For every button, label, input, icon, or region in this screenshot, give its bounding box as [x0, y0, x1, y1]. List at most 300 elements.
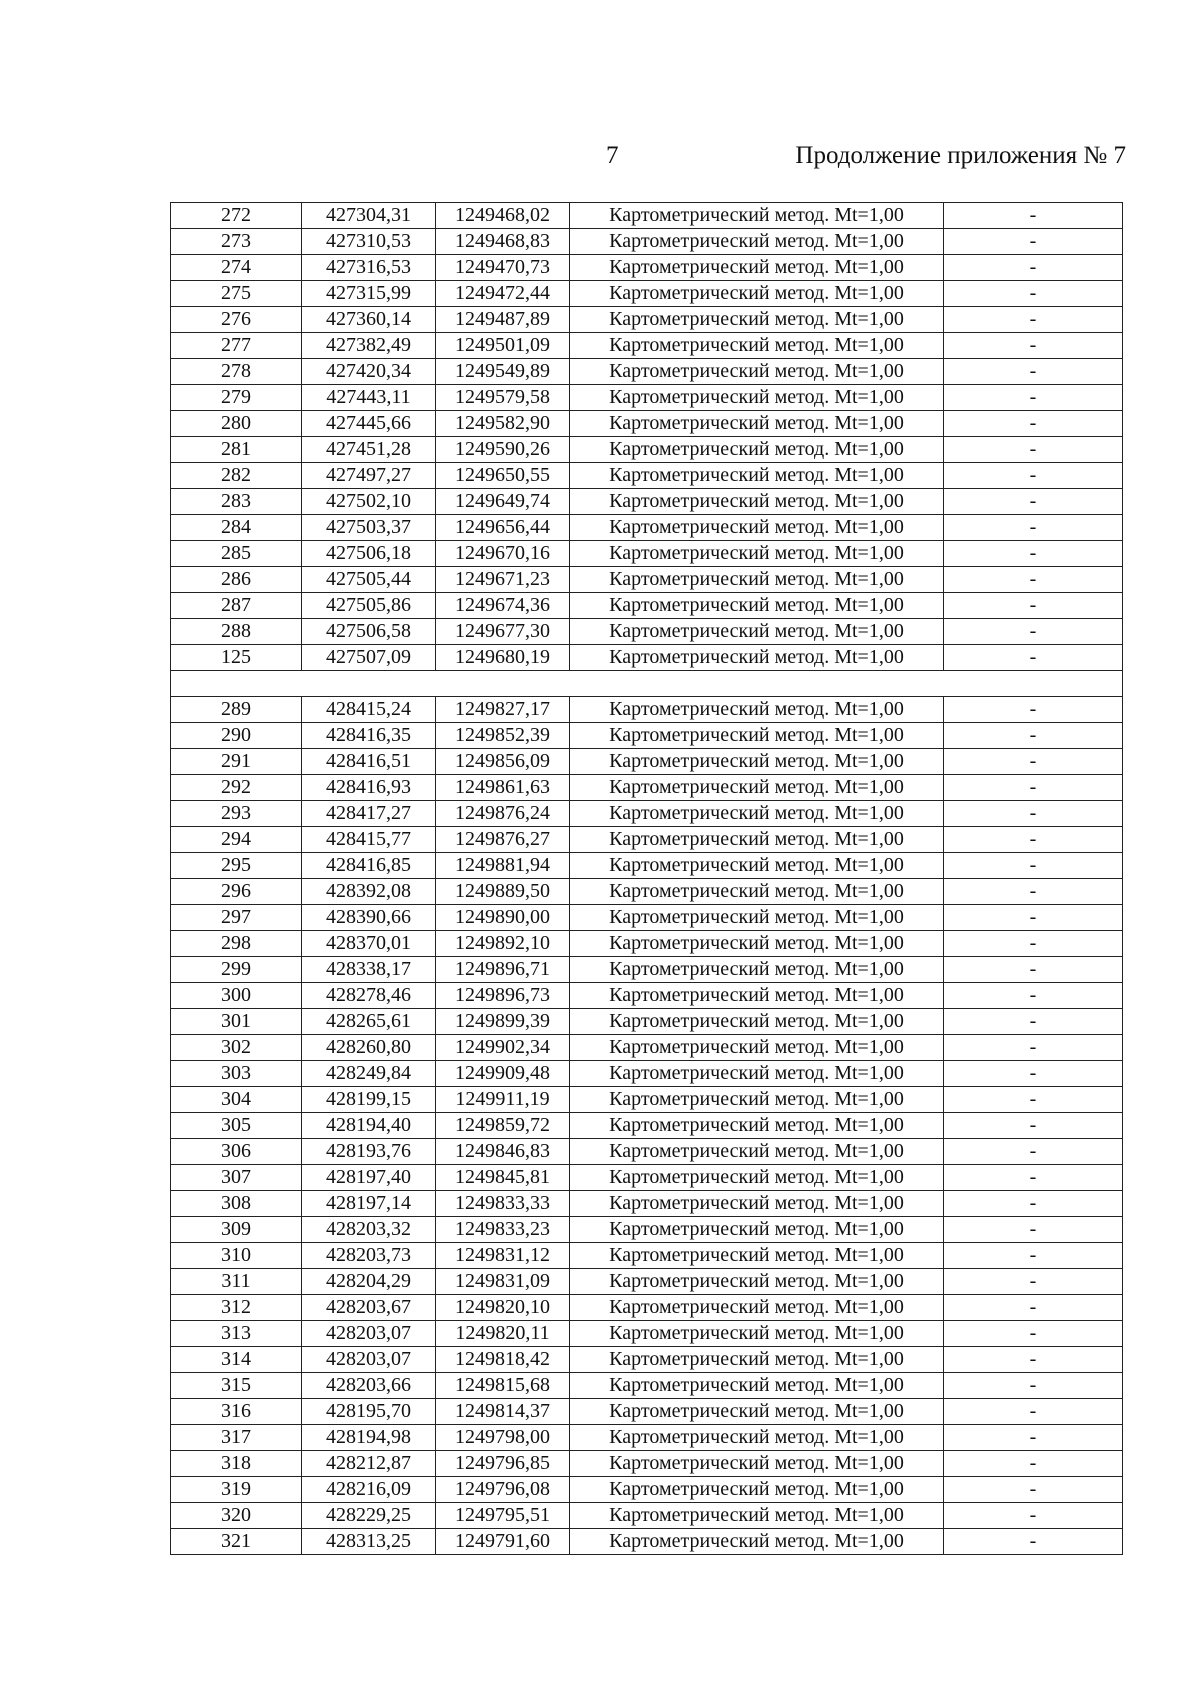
accuracy-cell: - — [944, 749, 1123, 775]
point-number-cell: 304 — [171, 1087, 302, 1113]
y-coordinate-cell: 1249671,23 — [436, 567, 570, 593]
method-cell: Картометрический метод. Mt=1,00 — [570, 905, 944, 931]
y-coordinate-cell: 1249876,24 — [436, 801, 570, 827]
y-coordinate-cell: 1249833,33 — [436, 1191, 570, 1217]
section-separator-cell — [171, 671, 1123, 697]
accuracy-cell: - — [944, 1113, 1123, 1139]
table-row — [171, 1295, 1123, 1321]
table-row — [171, 1061, 1123, 1087]
table-row — [171, 333, 1123, 359]
method-cell: Картометрический метод. Mt=1,00 — [570, 333, 944, 359]
table-row — [171, 1529, 1123, 1555]
x-coordinate-cell: 427502,10 — [302, 489, 436, 515]
method-cell: Картометрический метод. Mt=1,00 — [570, 385, 944, 411]
method-cell: Картометрический метод. Mt=1,00 — [570, 593, 944, 619]
method-cell: Картометрический метод. Mt=1,00 — [570, 437, 944, 463]
method-cell: Картометрический метод. Mt=1,00 — [570, 1139, 944, 1165]
point-number-cell: 275 — [171, 281, 302, 307]
y-coordinate-cell: 1249795,51 — [436, 1503, 570, 1529]
accuracy-cell: - — [944, 801, 1123, 827]
x-coordinate-cell: 427443,11 — [302, 385, 436, 411]
method-cell: Картометрический метод. Mt=1,00 — [570, 1321, 944, 1347]
point-number-cell: 302 — [171, 1035, 302, 1061]
y-coordinate-cell: 1249677,30 — [436, 619, 570, 645]
x-coordinate-cell: 427507,09 — [302, 645, 436, 671]
method-cell: Картометрический метод. Mt=1,00 — [570, 1451, 944, 1477]
accuracy-cell: - — [944, 541, 1123, 567]
method-cell: Картометрический метод. Mt=1,00 — [570, 463, 944, 489]
accuracy-cell: - — [944, 1529, 1123, 1555]
accuracy-cell: - — [944, 1503, 1123, 1529]
table-row — [171, 1321, 1123, 1347]
point-number-cell: 314 — [171, 1347, 302, 1373]
method-cell: Картометрический метод. Mt=1,00 — [570, 1295, 944, 1321]
x-coordinate-cell: 428265,61 — [302, 1009, 436, 1035]
y-coordinate-cell: 1249796,08 — [436, 1477, 570, 1503]
method-cell: Картометрический метод. Mt=1,00 — [570, 801, 944, 827]
x-coordinate-cell: 428390,66 — [302, 905, 436, 931]
table-row — [171, 853, 1123, 879]
x-coordinate-cell: 427304,31 — [302, 203, 436, 229]
accuracy-cell: - — [944, 905, 1123, 931]
method-cell: Картометрический метод. Mt=1,00 — [570, 1477, 944, 1503]
x-coordinate-cell: 428416,35 — [302, 723, 436, 749]
method-cell: Картометрический метод. Mt=1,00 — [570, 983, 944, 1009]
accuracy-cell: - — [944, 1399, 1123, 1425]
point-number-cell: 272 — [171, 203, 302, 229]
table-row — [171, 489, 1123, 515]
table-row — [171, 801, 1123, 827]
x-coordinate-cell: 427506,18 — [302, 541, 436, 567]
x-coordinate-cell: 428199,15 — [302, 1087, 436, 1113]
method-cell: Картометрический метод. Mt=1,00 — [570, 1425, 944, 1451]
accuracy-cell: - — [944, 1321, 1123, 1347]
point-number-cell: 300 — [171, 983, 302, 1009]
y-coordinate-cell: 1249590,26 — [436, 437, 570, 463]
method-cell: Картометрический метод. Mt=1,00 — [570, 723, 944, 749]
point-number-cell: 284 — [171, 515, 302, 541]
point-number-cell: 293 — [171, 801, 302, 827]
x-coordinate-cell: 428203,66 — [302, 1373, 436, 1399]
point-number-cell: 278 — [171, 359, 302, 385]
point-number-cell: 294 — [171, 827, 302, 853]
point-number-cell: 288 — [171, 619, 302, 645]
point-number-cell: 311 — [171, 1269, 302, 1295]
table-row — [171, 879, 1123, 905]
page-header — [0, 142, 1200, 178]
x-coordinate-cell: 427451,28 — [302, 437, 436, 463]
accuracy-cell: - — [944, 1139, 1123, 1165]
method-cell: Картометрический метод. Mt=1,00 — [570, 1113, 944, 1139]
point-number-cell: 316 — [171, 1399, 302, 1425]
accuracy-cell: - — [944, 1373, 1123, 1399]
point-number-cell: 279 — [171, 385, 302, 411]
point-number-cell: 276 — [171, 307, 302, 333]
point-number-cell: 301 — [171, 1009, 302, 1035]
accuracy-cell: - — [944, 515, 1123, 541]
method-cell: Картометрический метод. Mt=1,00 — [570, 567, 944, 593]
table-row — [171, 931, 1123, 957]
method-cell: Картометрический метод. Mt=1,00 — [570, 1061, 944, 1087]
table-row — [171, 957, 1123, 983]
point-number-cell: 277 — [171, 333, 302, 359]
table-row — [171, 1087, 1123, 1113]
x-coordinate-cell: 428194,98 — [302, 1425, 436, 1451]
table-row — [171, 307, 1123, 333]
method-cell: Картометрический метод. Mt=1,00 — [570, 515, 944, 541]
method-cell: Картометрический метод. Mt=1,00 — [570, 1087, 944, 1113]
table-row — [171, 645, 1123, 671]
x-coordinate-cell: 428203,67 — [302, 1295, 436, 1321]
x-coordinate-cell: 428193,76 — [302, 1139, 436, 1165]
method-cell: Картометрический метод. Mt=1,00 — [570, 1269, 944, 1295]
accuracy-cell: - — [944, 593, 1123, 619]
point-number-cell: 292 — [171, 775, 302, 801]
method-cell: Картометрический метод. Mt=1,00 — [570, 957, 944, 983]
accuracy-cell: - — [944, 1087, 1123, 1113]
accuracy-cell: - — [944, 463, 1123, 489]
table-row — [171, 983, 1123, 1009]
x-coordinate-cell: 428229,25 — [302, 1503, 436, 1529]
accuracy-cell: - — [944, 203, 1123, 229]
y-coordinate-cell: 1249814,37 — [436, 1399, 570, 1425]
point-number-cell: 303 — [171, 1061, 302, 1087]
method-cell: Картометрический метод. Mt=1,00 — [570, 879, 944, 905]
accuracy-cell: - — [944, 1217, 1123, 1243]
method-cell: Картометрический метод. Mt=1,00 — [570, 645, 944, 671]
y-coordinate-cell: 1249831,09 — [436, 1269, 570, 1295]
table-row — [171, 1191, 1123, 1217]
accuracy-cell: - — [944, 645, 1123, 671]
point-number-cell: 295 — [171, 853, 302, 879]
point-number-cell: 319 — [171, 1477, 302, 1503]
y-coordinate-cell: 1249852,39 — [436, 723, 570, 749]
accuracy-cell: - — [944, 879, 1123, 905]
table-row — [171, 593, 1123, 619]
accuracy-cell: - — [944, 229, 1123, 255]
table-row — [171, 905, 1123, 931]
y-coordinate-cell: 1249798,00 — [436, 1425, 570, 1451]
accuracy-cell: - — [944, 1295, 1123, 1321]
method-cell: Картометрический метод. Mt=1,00 — [570, 1529, 944, 1555]
point-number-cell: 306 — [171, 1139, 302, 1165]
y-coordinate-cell: 1249845,81 — [436, 1165, 570, 1191]
y-coordinate-cell: 1249827,17 — [436, 697, 570, 723]
y-coordinate-cell: 1249899,39 — [436, 1009, 570, 1035]
y-coordinate-cell: 1249846,83 — [436, 1139, 570, 1165]
accuracy-cell: - — [944, 359, 1123, 385]
accuracy-cell: - — [944, 723, 1123, 749]
table-row — [171, 775, 1123, 801]
point-number-cell: 281 — [171, 437, 302, 463]
y-coordinate-cell: 1249468,83 — [436, 229, 570, 255]
y-coordinate-cell: 1249650,55 — [436, 463, 570, 489]
table-row — [171, 437, 1123, 463]
table-row — [171, 203, 1123, 229]
point-number-cell: 317 — [171, 1425, 302, 1451]
y-coordinate-cell: 1249909,48 — [436, 1061, 570, 1087]
x-coordinate-cell: 428195,70 — [302, 1399, 436, 1425]
accuracy-cell: - — [944, 1035, 1123, 1061]
method-cell: Картометрический метод. Mt=1,00 — [570, 307, 944, 333]
method-cell: Картометрический метод. Mt=1,00 — [570, 203, 944, 229]
x-coordinate-cell: 428416,85 — [302, 853, 436, 879]
table-row — [171, 1347, 1123, 1373]
table-row — [171, 1373, 1123, 1399]
point-number-cell: 285 — [171, 541, 302, 567]
table-row — [171, 1503, 1123, 1529]
y-coordinate-cell: 1249791,60 — [436, 1529, 570, 1555]
accuracy-cell: - — [944, 619, 1123, 645]
x-coordinate-cell: 427315,99 — [302, 281, 436, 307]
point-number-cell: 283 — [171, 489, 302, 515]
x-coordinate-cell: 428415,77 — [302, 827, 436, 853]
point-number-cell: 125 — [171, 645, 302, 671]
accuracy-cell: - — [944, 307, 1123, 333]
point-number-cell: 291 — [171, 749, 302, 775]
page-title: Продолжение приложения № 7 — [795, 142, 1126, 169]
x-coordinate-cell: 427505,86 — [302, 593, 436, 619]
accuracy-cell: - — [944, 1425, 1123, 1451]
coordinates-table — [170, 202, 1123, 1555]
x-coordinate-cell: 427506,58 — [302, 619, 436, 645]
x-coordinate-cell: 427505,44 — [302, 567, 436, 593]
table-row — [171, 385, 1123, 411]
table-row — [171, 255, 1123, 281]
method-cell: Картометрический метод. Mt=1,00 — [570, 1373, 944, 1399]
y-coordinate-cell: 1249876,27 — [436, 827, 570, 853]
point-number-cell: 310 — [171, 1243, 302, 1269]
table-row — [171, 1009, 1123, 1035]
y-coordinate-cell: 1249796,85 — [436, 1451, 570, 1477]
y-coordinate-cell: 1249470,73 — [436, 255, 570, 281]
method-cell: Картометрический метод. Mt=1,00 — [570, 1035, 944, 1061]
point-number-cell: 273 — [171, 229, 302, 255]
x-coordinate-cell: 428370,01 — [302, 931, 436, 957]
y-coordinate-cell: 1249649,74 — [436, 489, 570, 515]
accuracy-cell: - — [944, 1165, 1123, 1191]
y-coordinate-cell: 1249831,12 — [436, 1243, 570, 1269]
point-number-cell: 308 — [171, 1191, 302, 1217]
x-coordinate-cell: 428203,07 — [302, 1321, 436, 1347]
table-row — [171, 1243, 1123, 1269]
method-cell: Картометрический метод. Mt=1,00 — [570, 281, 944, 307]
point-number-cell: 320 — [171, 1503, 302, 1529]
point-number-cell: 309 — [171, 1217, 302, 1243]
y-coordinate-cell: 1249861,63 — [436, 775, 570, 801]
x-coordinate-cell: 428415,24 — [302, 697, 436, 723]
x-coordinate-cell: 428416,93 — [302, 775, 436, 801]
point-number-cell: 289 — [171, 697, 302, 723]
x-coordinate-cell: 427445,66 — [302, 411, 436, 437]
table-row — [171, 411, 1123, 437]
point-number-cell: 305 — [171, 1113, 302, 1139]
method-cell: Картометрический метод. Mt=1,00 — [570, 489, 944, 515]
method-cell: Картометрический метод. Mt=1,00 — [570, 1243, 944, 1269]
method-cell: Картометрический метод. Mt=1,00 — [570, 229, 944, 255]
x-coordinate-cell: 428197,40 — [302, 1165, 436, 1191]
table-row — [171, 1477, 1123, 1503]
point-number-cell: 274 — [171, 255, 302, 281]
table-row — [171, 1113, 1123, 1139]
accuracy-cell: - — [944, 333, 1123, 359]
table-row — [171, 1269, 1123, 1295]
method-cell: Картометрический метод. Mt=1,00 — [570, 1503, 944, 1529]
point-number-cell: 321 — [171, 1529, 302, 1555]
y-coordinate-cell: 1249472,44 — [436, 281, 570, 307]
method-cell: Картометрический метод. Mt=1,00 — [570, 775, 944, 801]
table-row — [171, 697, 1123, 723]
method-cell: Картометрический метод. Mt=1,00 — [570, 359, 944, 385]
x-coordinate-cell: 428194,40 — [302, 1113, 436, 1139]
y-coordinate-cell: 1249902,34 — [436, 1035, 570, 1061]
x-coordinate-cell: 428278,46 — [302, 983, 436, 1009]
y-coordinate-cell: 1249820,11 — [436, 1321, 570, 1347]
table-row — [171, 723, 1123, 749]
point-number-cell: 313 — [171, 1321, 302, 1347]
table-row — [171, 1399, 1123, 1425]
method-cell: Картометрический метод. Mt=1,00 — [570, 255, 944, 281]
y-coordinate-cell: 1249881,94 — [436, 853, 570, 879]
x-coordinate-cell: 428203,73 — [302, 1243, 436, 1269]
method-cell: Картометрический метод. Mt=1,00 — [570, 1217, 944, 1243]
y-coordinate-cell: 1249468,02 — [436, 203, 570, 229]
y-coordinate-cell: 1249896,73 — [436, 983, 570, 1009]
y-coordinate-cell: 1249820,10 — [436, 1295, 570, 1321]
table-row — [171, 541, 1123, 567]
accuracy-cell: - — [944, 1347, 1123, 1373]
accuracy-cell: - — [944, 567, 1123, 593]
x-coordinate-cell: 427420,34 — [302, 359, 436, 385]
x-coordinate-cell: 428216,09 — [302, 1477, 436, 1503]
x-coordinate-cell: 427497,27 — [302, 463, 436, 489]
x-coordinate-cell: 427310,53 — [302, 229, 436, 255]
y-coordinate-cell: 1249911,19 — [436, 1087, 570, 1113]
x-coordinate-cell: 428212,87 — [302, 1451, 436, 1477]
method-cell: Картометрический метод. Mt=1,00 — [570, 1009, 944, 1035]
y-coordinate-cell: 1249670,16 — [436, 541, 570, 567]
table-row — [171, 281, 1123, 307]
y-coordinate-cell: 1249656,44 — [436, 515, 570, 541]
y-coordinate-cell: 1249833,23 — [436, 1217, 570, 1243]
y-coordinate-cell: 1249818,42 — [436, 1347, 570, 1373]
y-coordinate-cell: 1249579,58 — [436, 385, 570, 411]
point-number-cell: 307 — [171, 1165, 302, 1191]
page-number: 7 — [606, 142, 619, 169]
accuracy-cell: - — [944, 1191, 1123, 1217]
accuracy-cell: - — [944, 1009, 1123, 1035]
point-number-cell: 299 — [171, 957, 302, 983]
y-coordinate-cell: 1249896,71 — [436, 957, 570, 983]
method-cell: Картометрический метод. Mt=1,00 — [570, 1165, 944, 1191]
x-coordinate-cell: 427503,37 — [302, 515, 436, 541]
method-cell: Картометрический метод. Mt=1,00 — [570, 411, 944, 437]
accuracy-cell: - — [944, 827, 1123, 853]
x-coordinate-cell: 427316,53 — [302, 255, 436, 281]
x-coordinate-cell: 428260,80 — [302, 1035, 436, 1061]
point-number-cell: 298 — [171, 931, 302, 957]
section-separator-row — [171, 671, 1123, 697]
accuracy-cell: - — [944, 1269, 1123, 1295]
x-coordinate-cell: 428203,07 — [302, 1347, 436, 1373]
accuracy-cell: - — [944, 697, 1123, 723]
y-coordinate-cell: 1249501,09 — [436, 333, 570, 359]
y-coordinate-cell: 1249487,89 — [436, 307, 570, 333]
point-number-cell: 282 — [171, 463, 302, 489]
method-cell: Картометрический метод. Mt=1,00 — [570, 827, 944, 853]
method-cell: Картометрический метод. Mt=1,00 — [570, 697, 944, 723]
point-number-cell: 296 — [171, 879, 302, 905]
accuracy-cell: - — [944, 983, 1123, 1009]
method-cell: Картометрический метод. Mt=1,00 — [570, 541, 944, 567]
method-cell: Картометрический метод. Mt=1,00 — [570, 853, 944, 879]
table-row — [171, 515, 1123, 541]
x-coordinate-cell: 427382,49 — [302, 333, 436, 359]
x-coordinate-cell: 428392,08 — [302, 879, 436, 905]
point-number-cell: 318 — [171, 1451, 302, 1477]
x-coordinate-cell: 428249,84 — [302, 1061, 436, 1087]
method-cell: Картометрический метод. Mt=1,00 — [570, 1399, 944, 1425]
point-number-cell: 286 — [171, 567, 302, 593]
point-number-cell: 297 — [171, 905, 302, 931]
table-row — [171, 619, 1123, 645]
y-coordinate-cell: 1249856,09 — [436, 749, 570, 775]
point-number-cell: 287 — [171, 593, 302, 619]
table-row — [171, 1139, 1123, 1165]
y-coordinate-cell: 1249859,72 — [436, 1113, 570, 1139]
method-cell: Картометрический метод. Mt=1,00 — [570, 1191, 944, 1217]
point-number-cell: 280 — [171, 411, 302, 437]
method-cell: Картометрический метод. Mt=1,00 — [570, 1347, 944, 1373]
x-coordinate-cell: 428203,32 — [302, 1217, 436, 1243]
accuracy-cell: - — [944, 281, 1123, 307]
table-row — [171, 749, 1123, 775]
x-coordinate-cell: 427360,14 — [302, 307, 436, 333]
table-row — [171, 1035, 1123, 1061]
table-row — [171, 1425, 1123, 1451]
y-coordinate-cell: 1249890,00 — [436, 905, 570, 931]
accuracy-cell: - — [944, 1243, 1123, 1269]
table-row — [171, 229, 1123, 255]
accuracy-cell: - — [944, 775, 1123, 801]
y-coordinate-cell: 1249549,89 — [436, 359, 570, 385]
accuracy-cell: - — [944, 255, 1123, 281]
method-cell: Картометрический метод. Mt=1,00 — [570, 749, 944, 775]
table-row — [171, 1217, 1123, 1243]
accuracy-cell: - — [944, 385, 1123, 411]
accuracy-cell: - — [944, 437, 1123, 463]
y-coordinate-cell: 1249815,68 — [436, 1373, 570, 1399]
y-coordinate-cell: 1249674,36 — [436, 593, 570, 619]
point-number-cell: 315 — [171, 1373, 302, 1399]
point-number-cell: 290 — [171, 723, 302, 749]
table-row — [171, 1451, 1123, 1477]
accuracy-cell: - — [944, 853, 1123, 879]
accuracy-cell: - — [944, 931, 1123, 957]
x-coordinate-cell: 428417,27 — [302, 801, 436, 827]
y-coordinate-cell: 1249582,90 — [436, 411, 570, 437]
table-row — [171, 463, 1123, 489]
table-row — [171, 567, 1123, 593]
method-cell: Картометрический метод. Mt=1,00 — [570, 931, 944, 957]
accuracy-cell: - — [944, 489, 1123, 515]
x-coordinate-cell: 428197,14 — [302, 1191, 436, 1217]
accuracy-cell: - — [944, 1061, 1123, 1087]
y-coordinate-cell: 1249680,19 — [436, 645, 570, 671]
x-coordinate-cell: 428416,51 — [302, 749, 436, 775]
table-row — [171, 1165, 1123, 1191]
table-row — [171, 359, 1123, 385]
